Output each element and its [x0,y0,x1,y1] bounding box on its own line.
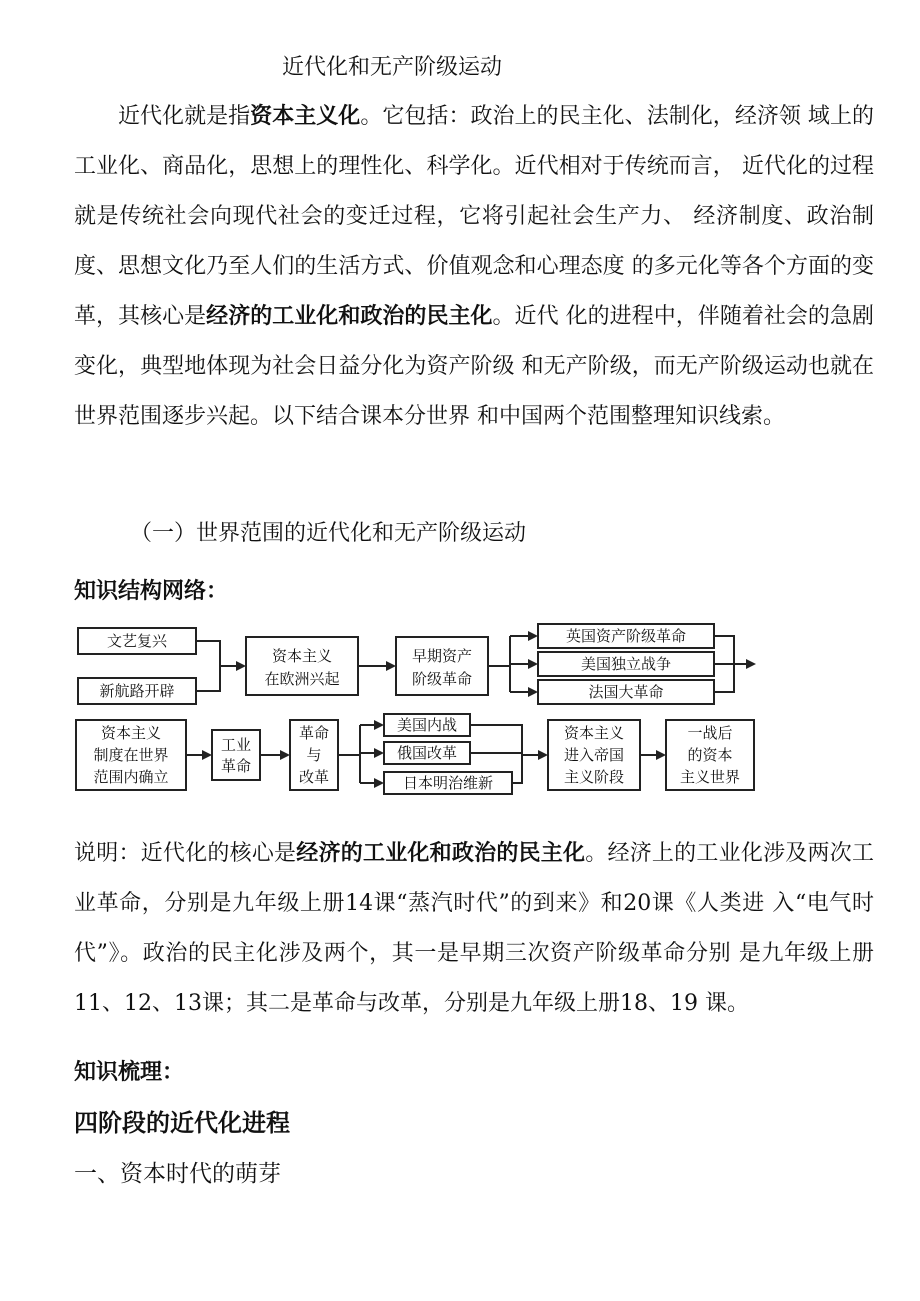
label-french-revolution: 法国大革命 [588,683,664,701]
label-world-system-2: 制度在世界 [93,746,169,764]
label-meiji-restoration: 日本明治维新 [402,774,494,792]
label-imperialism-3: 主义阶段 [563,768,625,786]
label-us-civil-war: 美国内战 [396,716,458,734]
label-industrial-revolution-2: 革命 [220,757,252,775]
knowledge-sort-heading: 知识梳理： [74,1060,185,1085]
label-new-routes: 新航路开辟 [99,682,175,700]
label-industrial-revolution-1: 工业 [220,736,252,754]
intro-bold-core: 经济的工业化和政治的民主化 [206,304,493,329]
label-postwar-world-2: 的资本 [687,746,733,764]
label-postwar-world-1: 一战后 [687,724,733,742]
label-revolution-reform-2: 与 [306,746,322,764]
label-world-system-3: 范围内确立 [93,768,169,786]
label-imperialism-2: 进入帝国 [563,746,625,764]
label-revolution-reform-1: 革命 [298,724,330,742]
label-capitalism-europe-1: 资本主义 [271,647,333,665]
label-world-system-1: 资本主义 [100,724,162,742]
intro-text-1: 近代化就是指 [118,104,251,129]
section-one-subheading: 一、资本时代的萌芽 [74,1161,281,1187]
label-postwar-world-3: 主义世界 [679,768,741,786]
note-text-2: 。经济上的工业化涉及两次工业革命，分别是九年级上册14课“蒸汽时代”的到来》和20课《人类进 入“电气时代”》。政治的民主化涉及两个，其一是早期三次资产阶级革命分别 是九年级上册11、12、13课；其二是革命与改革，分别是九年级上册18、19 课。 [74,841,874,1016]
label-early-revolution-2: 阶级革命 [411,670,473,688]
label-russia-reform: 俄国改革 [396,744,458,762]
label-american-war: 美国独立战争 [580,655,672,673]
note-bold-core: 经济的工业化和政治的民主化 [296,841,586,866]
intro-text-2: 。它包括：政治上的民主化、法制化，经济领 域上的工业化、商品化，思想上的理性化、科学化。近代相对于传统而言， 近代化的过程就是传统社会向现代社会的变迁过程，它将引起社会生产力、 经济制度、政治制度、思想文化乃至人们的生活方式、价值观念和心理态度 的多元化等各个方面的变革，其核心是 [74,104,874,329]
stage-heading: 四阶段的近代化进程 [74,1109,290,1137]
intro-paragraph [74,92,874,442]
note-text-1: 说明：近代化的核心是 [74,841,297,866]
page-title: 近代化和无产阶级运动 [282,55,503,80]
network-heading: 知识结构网络： [74,579,229,604]
label-revolution-reform-3: 改革 [298,768,330,786]
label-imperialism-1: 资本主义 [563,724,625,742]
label-english-revolution: 英国资产阶级革命 [565,627,687,645]
note-paragraph [74,829,874,1029]
intro-text-3: 。近代 化的进程中，伴随着社会的急剧变化，典型地体现为社会日益分化为资产阶级 和无产阶级，而无产阶级运动也就在世界范围逐步兴起。以下结合课本分世界 和中国两个范围整理知识线索。 [74,304,874,429]
label-early-revolution-1: 早期资产 [411,647,473,665]
intro-bold-capitalism: 资本主义化 [250,104,361,129]
knowledge-network-diagram [70,616,770,800]
section-one-heading: （一）世界范围的近代化和无产阶级运动 [130,521,527,546]
label-capitalism-europe-2: 在欧洲兴起 [264,670,340,688]
label-renaissance: 文艺复兴 [106,632,168,650]
